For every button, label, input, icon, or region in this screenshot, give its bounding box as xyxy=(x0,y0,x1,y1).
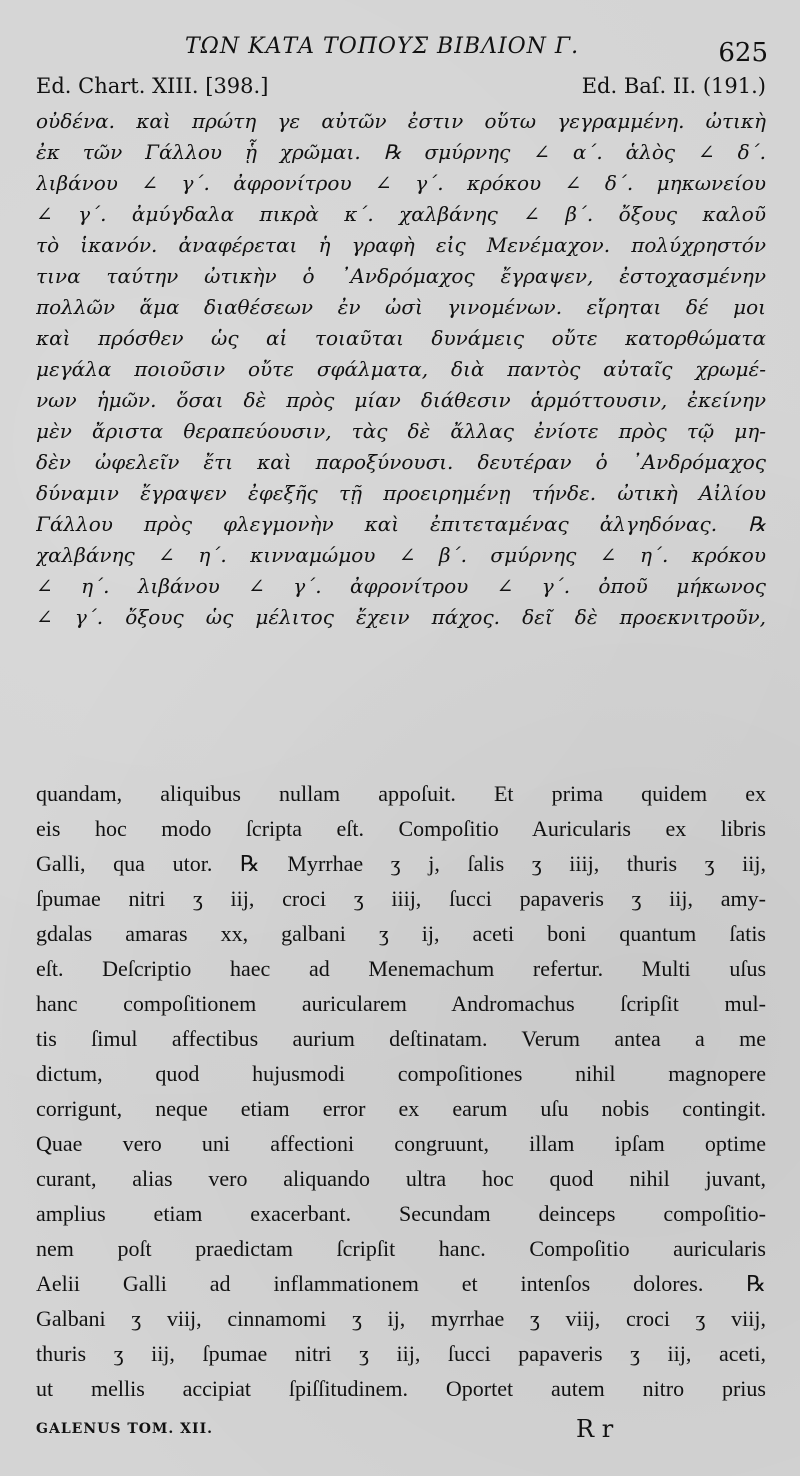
volume-signature: GALENUS TOM. XII. xyxy=(36,1421,214,1437)
greek-line: νων ἡμῶν. ὅσαι δὲ πρὸς μίαν διάθεσιν ἁρμόττουσιν, ἐκείνην xyxy=(36,388,766,412)
latin-line: eis hoc modo ſcripta eſt. Compoſitio Auricularis ex libris xyxy=(36,816,766,841)
latin-line: corrigunt, neque etiam error ex earum uſu nobis contingit. xyxy=(36,1096,766,1121)
greek-line: δύναμιν ἔγραψεν ἐφεξῆς τῇ προειρημένῃ τήνδε. ὠτικὴ Αἰλίου xyxy=(36,481,766,505)
greek-line: πολλῶν ἅμα διαθέσεων ἐν ὠσὶ γινομένων. εἴρηται δέ μοι xyxy=(36,295,766,319)
latin-line: Aelii Galli ad inflammationem et intenſos dolores. ℞ xyxy=(36,1271,766,1296)
latin-line: curant, alias vero aliquando ultra hoc quod nihil juvant, xyxy=(36,1166,766,1191)
latin-line: Galli, qua utor. ℞ Myrrhae ʒ j, ſalis ʒ iiij, thuris ʒ iij, xyxy=(36,851,766,876)
greek-line: οὐδένα. καὶ πρώτη γε αὐτῶν ἐστιν οὕτω γεγραμμένη. ὠτικὴ xyxy=(36,109,766,133)
greek-line: ∠ η΄. λιβάνου ∠ γ΄. ἀφρονίτρου ∠ γ΄. ὀποῦ μήκωνος xyxy=(36,574,766,598)
latin-line: ut mellis accipiat ſpiſſitudinem. Oportet autem nitro prius xyxy=(36,1376,766,1401)
sheet-signature-mark: R r xyxy=(576,1415,614,1443)
edition-basel-ref: Ed. Baſ. II. (191.) xyxy=(581,74,766,98)
edition-chart-ref: Ed. Chart. XIII. [398.] xyxy=(36,74,269,98)
edition-references xyxy=(36,74,766,104)
greek-line: τινα ταύτην ὠτικὴν ὁ ᾿Ανδρόμαχος ἔγραψεν, ἐστοχασμένην xyxy=(36,264,766,288)
latin-line: eſt. Deſcriptio haec ad Menemachum refertur. Multi uſus xyxy=(36,956,766,981)
greek-line: ∠ γ΄. ἀμύγδαλα πικρὰ κ΄. χαλβάνης ∠ β΄. ὄξους καλοῦ xyxy=(36,202,766,226)
latin-line: amplius etiam exacerbant. Secundam deinceps compoſitio- xyxy=(36,1201,766,1226)
latin-line: ſpumae nitri ʒ iij, croci ʒ iiij, ſucci papaveris ʒ iij, amy- xyxy=(36,886,766,911)
greek-line: μεγάλα ποιοῦσιν οὔτε σφάλματα, διὰ παντὸς αὐταῖς χρωμέ- xyxy=(36,357,766,381)
greek-text-block xyxy=(36,106,766,633)
page-footer xyxy=(36,1413,766,1453)
greek-line: Γάλλου πρὸς φλεγμονὴν καὶ ἐπιτεταμένας ἀλγηδόνας. ℞ xyxy=(36,512,766,536)
latin-line: dictum, quod hujusmodi compoſitiones nihil magnopere xyxy=(36,1061,766,1086)
latin-line: gdalas amaras xx, galbani ʒ ij, aceti boni quantum ſatis xyxy=(36,921,766,946)
greek-line: ∠ γ΄. ὄξους ὡς μέλιτος ἔχειν πάχος. δεῖ δὲ προεκνιτροῦν, xyxy=(36,605,766,629)
greek-line: τὸ ἱκανόν. ἀναφέρεται ἡ γραφὴ εἰς Μενέμαχον. πολύχρηστόν xyxy=(36,233,766,257)
latin-line: quandam, aliquibus nullam appoſuit. Et prima quidem ex xyxy=(36,781,766,806)
latin-line: Galbani ʒ viij, cinnamomi ʒ ij, myrrhae ʒ viij, croci ʒ viij, xyxy=(36,1306,766,1331)
greek-line: ἐκ τῶν Γάλλου ᾗ χρῶμαι. ℞ σμύρνης ∠ α΄. ἁλὸς ∠ δ΄. xyxy=(36,140,766,164)
running-title: ΤΩΝ ΚΑΤΑ ΤΟΠΟΥΣ ΒΙΒΛΙΟΝ Γ. xyxy=(185,34,580,59)
greek-line: καὶ πρόσθεν ὡς αἱ τοιαῦται δυνάμεις οὔτε κατορθώματα xyxy=(36,326,766,350)
latin-line: nem poſt praedictam ſcripſit hanc. Compoſitio auricularis xyxy=(36,1236,766,1261)
latin-line: tis ſimul affectibus aurium deſtinatam. Verum antea a me xyxy=(36,1026,766,1051)
greek-line: χαλβάνης ∠ η΄. κινναμώμου ∠ β΄. σμύρνης ∠ η΄. κρόκου xyxy=(36,543,766,567)
latin-line: Quae vero uni affectioni congruunt, illam ipſam optime xyxy=(36,1131,766,1156)
latin-line: thuris ʒ iij, ſpumae nitri ʒ iij, ſucci papaveris ʒ iij, aceti, xyxy=(36,1341,766,1366)
latin-line: hanc compoſitionem auricularem Andromachus ſcripſit mul- xyxy=(36,991,766,1016)
latin-text-block xyxy=(36,776,766,1406)
greek-line: δὲν ὠφελεῖν ἔτι καὶ παροξύνουσι. δευτέραν ὁ ᾿Ανδρόμαχος xyxy=(36,450,766,474)
greek-line: λιβάνου ∠ γ΄. ἀφρονίτρου ∠ γ΄. κρόκου ∠ δ΄. μηκωνείου xyxy=(36,171,766,195)
greek-line: μὲν ἄριστα θεραπεύουσιν, τὰς δὲ ἄλλας ἐνίοτε πρὸς τῷ μη- xyxy=(36,419,766,443)
page-number: 625 xyxy=(718,38,768,68)
running-head xyxy=(0,28,800,68)
